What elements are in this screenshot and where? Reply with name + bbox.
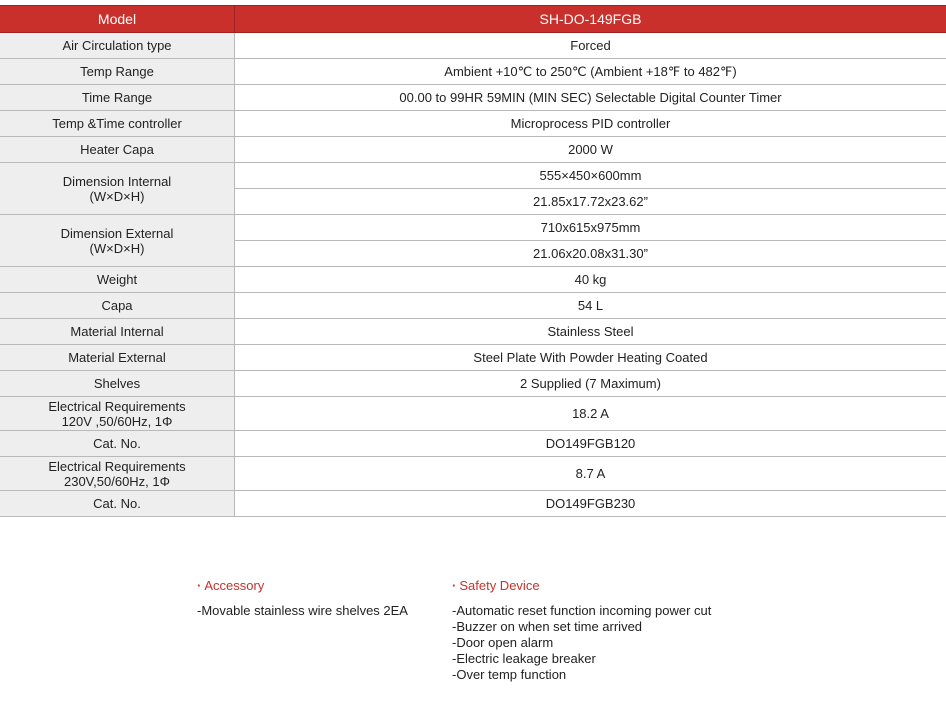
- row-label: Air Circulation type: [0, 33, 235, 59]
- accessory-section: [197, 578, 408, 619]
- table-row: [0, 293, 946, 319]
- row-value: Microprocess PID controller: [235, 111, 946, 137]
- row-value: 40 kg: [235, 267, 946, 293]
- row-label-line2: (W×D×H): [89, 188, 145, 204]
- row-value: Ambient +10℃ to 250℃ (Ambient +18℉ to 482℉): [235, 59, 946, 85]
- row-value: 21.06x20.08x31.30”: [235, 241, 946, 267]
- row-label-line2: (W×D×H): [89, 240, 145, 256]
- row-label: Material Internal: [0, 319, 235, 345]
- row-label-line1: Electrical Requirements: [48, 398, 186, 414]
- row-value: 21.85x17.72x23.62”: [235, 189, 946, 215]
- row-label: Time Range: [0, 85, 235, 111]
- row-label-line2: 120V ,50/60Hz, 1Φ: [61, 413, 173, 429]
- table-row: [0, 345, 946, 371]
- table-row: [0, 371, 946, 397]
- header-label: Model: [0, 6, 235, 33]
- table-row: [0, 457, 946, 491]
- row-value: 2000 W: [235, 137, 946, 163]
- row-value: 710x615x975mm: [235, 215, 946, 241]
- row-value: Forced: [235, 33, 946, 59]
- row-label: [0, 215, 235, 267]
- row-value: DO149FGB230: [235, 491, 946, 517]
- table-row: [0, 137, 946, 163]
- table-row: [0, 397, 946, 431]
- table-row: [0, 163, 946, 189]
- row-label: Heater Capa: [0, 137, 235, 163]
- table-row: [0, 33, 946, 59]
- spec-table: [0, 5, 946, 517]
- row-label: Temp Range: [0, 59, 235, 85]
- row-value: DO149FGB120: [235, 431, 946, 457]
- table-row: [0, 111, 946, 137]
- safety-heading: · Safety Device: [452, 578, 540, 593]
- row-label: Temp &Time controller: [0, 111, 235, 137]
- header-model: SH-DO-149FGB: [235, 6, 946, 33]
- row-label: Shelves: [0, 371, 235, 397]
- row-label: Capa: [0, 293, 235, 319]
- table-row: [0, 85, 946, 111]
- header-row: [0, 6, 946, 33]
- row-value: 18.2 A: [235, 397, 946, 431]
- row-value: Steel Plate With Powder Heating Coated: [235, 345, 946, 371]
- row-value: 555×450×600mm: [235, 163, 946, 189]
- table-row: [0, 319, 946, 345]
- accessory-heading: · Accessory: [197, 578, 265, 593]
- row-label: Weight: [0, 267, 235, 293]
- row-label: Material External: [0, 345, 235, 371]
- table-row: [0, 491, 946, 517]
- row-value: 2 Supplied (7 Maximum): [235, 371, 946, 397]
- list-item: -Automatic reset function incoming power cut: [452, 603, 712, 618]
- row-label: [0, 397, 235, 431]
- row-value: 54 L: [235, 293, 946, 319]
- row-label-line1: Electrical Requirements: [48, 458, 186, 474]
- list-item: -Movable stainless wire shelves 2EA: [197, 603, 408, 618]
- row-label-line1: Dimension Internal: [62, 173, 172, 189]
- row-value: 8.7 A: [235, 457, 946, 491]
- row-label-line2: 230V,50/60Hz, 1Φ: [63, 473, 171, 489]
- bullet-icon: ·: [452, 578, 457, 593]
- row-value: 00.00 to 99HR 59MIN (MIN SEC) Selectable Digital Counter Timer: [235, 85, 946, 111]
- row-label-line1: Dimension External: [60, 225, 174, 241]
- table-row: [0, 431, 946, 457]
- row-label: Cat. No.: [0, 431, 235, 457]
- table-row: [0, 59, 946, 85]
- row-label: Cat. No.: [0, 491, 235, 517]
- bullet-icon: ·: [197, 578, 202, 593]
- list-item: -Buzzer on when set time arrived: [452, 619, 643, 634]
- list-item: -Over temp function: [452, 667, 567, 682]
- table-row: [0, 215, 946, 241]
- list-item: -Door open alarm: [452, 635, 554, 650]
- safety-section: [452, 578, 711, 683]
- table-row: [0, 267, 946, 293]
- row-label: [0, 163, 235, 215]
- list-item: -Electric leakage breaker: [452, 651, 596, 666]
- row-label: [0, 457, 235, 491]
- row-value: Stainless Steel: [235, 319, 946, 345]
